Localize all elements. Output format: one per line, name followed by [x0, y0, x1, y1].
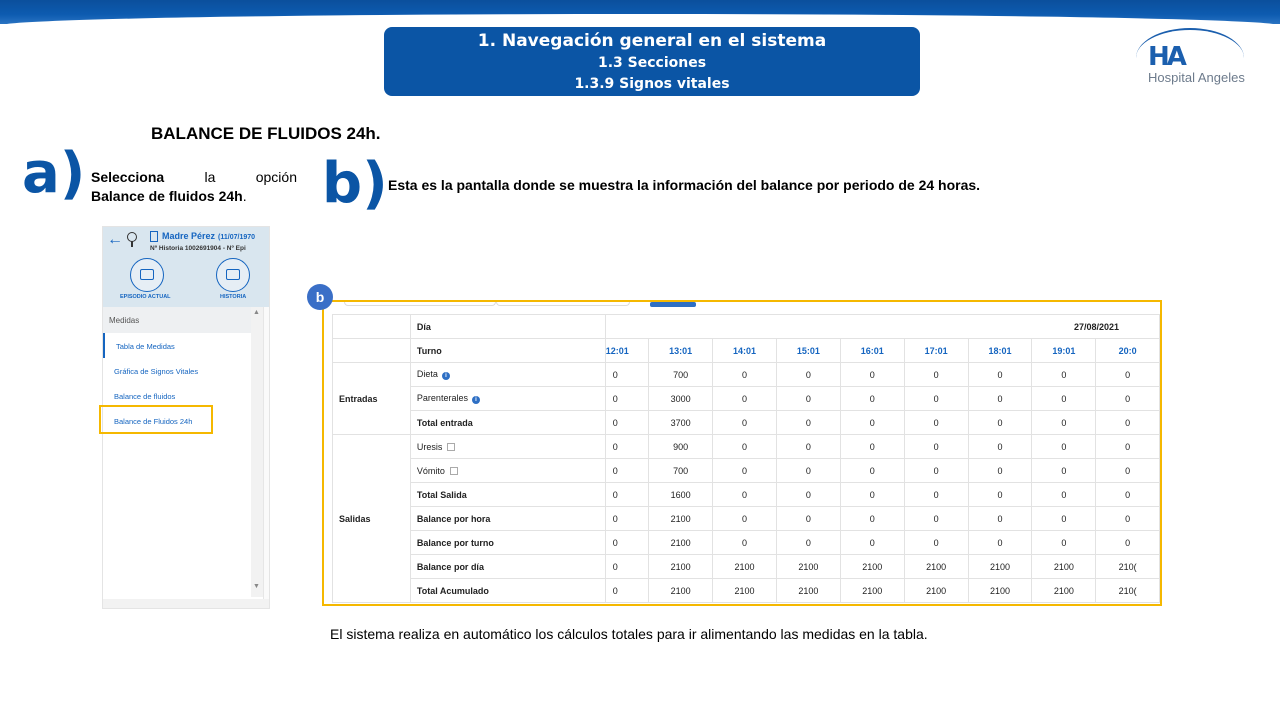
- value-cell: 2100: [968, 579, 1032, 603]
- table-row: [333, 435, 1160, 459]
- value-cell: 2100: [904, 555, 968, 579]
- table-row: [333, 387, 1160, 411]
- value-cell: 900: [649, 435, 713, 459]
- group-cell-empty: [333, 339, 411, 363]
- value-cell: 2100: [713, 555, 777, 579]
- value-cell: 0: [1096, 507, 1160, 531]
- value-cell: 2100: [713, 579, 777, 603]
- time-header: 14:01: [713, 339, 777, 363]
- footer-text: El sistema realiza en automático los cálculos totales para ir alimentando las medidas en la tabla.: [330, 626, 928, 642]
- value-cell: 0: [968, 363, 1032, 387]
- step-a-option: Balance de fluidos 24h: [91, 188, 243, 204]
- historia-button[interactable]: [216, 258, 250, 292]
- dia-label: Día: [410, 315, 605, 339]
- value-cell: 0: [968, 507, 1032, 531]
- medidas-menu: [103, 307, 251, 597]
- row-label: [410, 435, 605, 459]
- value-cell: 0: [713, 459, 777, 483]
- table-row: [333, 411, 1160, 435]
- value-cell: 0: [1032, 507, 1096, 531]
- value-cell: 0: [1032, 531, 1096, 555]
- hospital-logo: [1130, 26, 1250, 90]
- time-header: 16:01: [840, 339, 904, 363]
- table-row: [333, 507, 1160, 531]
- value-cell: 2100: [840, 579, 904, 603]
- value-cell: 0: [840, 483, 904, 507]
- row-label-text: Balance por hora: [416, 513, 491, 524]
- patient-dob: (11/07/1970: [218, 234, 256, 241]
- row-label: [410, 579, 605, 603]
- table-row: [333, 363, 1160, 387]
- tab-active-indicator: [650, 302, 696, 307]
- step-b-text: Esta es la pantalla donde se muestra la información del balance por periodo de 24 horas.: [388, 177, 981, 193]
- value-cell: 0: [1032, 387, 1096, 411]
- logo-name: Hospital Angeles: [1148, 70, 1245, 85]
- value-cell: 2100: [649, 531, 713, 555]
- patient-historia: Nº Historia 1002691904 - Nº Epi: [150, 245, 246, 252]
- value-cell: 0: [605, 483, 648, 507]
- time-header: 13:01: [649, 339, 713, 363]
- folder-icon: [226, 269, 240, 280]
- row-label: [410, 387, 605, 411]
- step-a-text: [91, 168, 297, 206]
- value-cell: 0: [904, 387, 968, 411]
- menu-item-balance-fluidos[interactable]: Balance de fluidos: [114, 392, 176, 401]
- value-cell: 1600: [649, 483, 713, 507]
- scroll-up-icon[interactable]: ▲: [253, 309, 260, 316]
- location-pin-icon[interactable]: [127, 232, 137, 242]
- logo-mark: HA: [1148, 42, 1184, 72]
- value-cell: 0: [904, 483, 968, 507]
- row-label: [410, 411, 605, 435]
- value-cell: 0: [776, 531, 840, 555]
- value-cell: 700: [649, 459, 713, 483]
- section-title: BALANCE DE FLUIDOS 24h.: [151, 124, 381, 143]
- time-header: 20:0: [1096, 339, 1160, 363]
- value-cell: 0: [968, 483, 1032, 507]
- value-cell: 0: [904, 411, 968, 435]
- value-cell: 2100: [776, 555, 840, 579]
- value-cell: 0: [713, 411, 777, 435]
- value-cell: 0: [713, 387, 777, 411]
- time-header: 15:01: [776, 339, 840, 363]
- row-label: [410, 555, 605, 579]
- group-cell-empty: [333, 315, 411, 339]
- tab-2[interactable]: [496, 302, 630, 306]
- value-cell: 0: [605, 555, 648, 579]
- menu-scrollbar[interactable]: [251, 307, 263, 597]
- row-label-text: Balance por turno: [416, 537, 494, 548]
- value-cell: 0: [713, 531, 777, 555]
- value-cell: 210(: [1096, 579, 1160, 603]
- value-cell: 0: [776, 507, 840, 531]
- value-cell: 0: [1032, 411, 1096, 435]
- table-row: [333, 579, 1160, 603]
- value-cell: 2100: [649, 555, 713, 579]
- header-box: [384, 27, 920, 96]
- row-label-text: Uresis: [416, 441, 443, 452]
- content-strip: [263, 307, 270, 607]
- row-label: [410, 483, 605, 507]
- turno-label: Turno: [410, 339, 605, 363]
- value-cell: 0: [840, 531, 904, 555]
- row-label-text: Balance por día: [416, 561, 484, 572]
- value-cell: 0: [904, 459, 968, 483]
- step-b-letter: b): [322, 151, 388, 216]
- value-cell: 0: [776, 435, 840, 459]
- value-cell: 0: [1096, 387, 1160, 411]
- step-a-letter: a): [22, 141, 86, 206]
- value-cell: 0: [776, 363, 840, 387]
- value-cell: 3700: [649, 411, 713, 435]
- time-header: 17:01: [904, 339, 968, 363]
- menu-item-tabla-medidas[interactable]: Tabla de Medidas: [103, 333, 251, 358]
- row-label: [410, 363, 605, 387]
- value-cell: 0: [605, 411, 648, 435]
- value-cell: 0: [776, 387, 840, 411]
- top-band: [0, 0, 1280, 24]
- value-cell: 0: [1032, 459, 1096, 483]
- value-cell: 0: [776, 411, 840, 435]
- balance-table: [332, 314, 1160, 603]
- table-row: [333, 555, 1160, 579]
- step-a-word-2: la: [204, 169, 216, 185]
- patient-name-text: Madre Pérez: [162, 231, 216, 241]
- table-row: [333, 459, 1160, 483]
- menu-item-balance-fluidos-24h[interactable]: Balance de Fluidos 24h: [114, 417, 193, 426]
- group-entradas: Entradas: [333, 363, 411, 435]
- value-cell: 2100: [904, 579, 968, 603]
- value-cell: 0: [904, 363, 968, 387]
- value-cell: 0: [840, 363, 904, 387]
- episode-icon: [140, 269, 154, 280]
- row-label-text: Total entrada: [416, 417, 473, 428]
- value-cell: 0: [776, 459, 840, 483]
- patient-name: [162, 231, 255, 241]
- tabs-peek: [324, 302, 1162, 314]
- step-a-end: .: [242, 188, 247, 204]
- value-cell: 0: [968, 531, 1032, 555]
- value-cell: 0: [904, 531, 968, 555]
- back-arrow-icon[interactable]: ←: [107, 231, 123, 248]
- value-cell: 0: [1096, 435, 1160, 459]
- step-a-word-1: Selecciona: [91, 169, 165, 185]
- value-cell: 2100: [1032, 555, 1096, 579]
- step-a-word-3: opción: [255, 169, 297, 185]
- value-cell: 0: [840, 411, 904, 435]
- value-cell: 0: [1096, 531, 1160, 555]
- time-header: 12:01: [605, 339, 648, 363]
- edit-icon[interactable]: [447, 443, 455, 451]
- row-label: [410, 459, 605, 483]
- value-cell: 0: [1096, 459, 1160, 483]
- value-cell: 0: [713, 435, 777, 459]
- historia-label: HISTORIA: [220, 294, 247, 300]
- value-cell: 0: [605, 435, 648, 459]
- value-cell: 0: [968, 459, 1032, 483]
- header-subtitle-1: 1.3 Secciones: [597, 55, 707, 71]
- info-icon[interactable]: i: [442, 372, 450, 380]
- document-icon: [150, 231, 158, 242]
- value-cell: 2100: [840, 555, 904, 579]
- badge-b: b: [307, 284, 333, 310]
- value-cell: 0: [1032, 435, 1096, 459]
- value-cell: 3000: [649, 387, 713, 411]
- value-cell: 0: [968, 435, 1032, 459]
- row-label-text: Total Salida: [416, 489, 467, 500]
- date-header: 27/08/2021: [605, 315, 1159, 339]
- value-cell: 0: [1096, 363, 1160, 387]
- value-cell: 0: [605, 387, 648, 411]
- value-cell: 0: [968, 411, 1032, 435]
- time-header: 19:01: [1032, 339, 1096, 363]
- time-header: 18:01: [968, 339, 1032, 363]
- edit-icon[interactable]: [450, 467, 458, 475]
- row-label-text: Vómito: [416, 465, 445, 476]
- value-cell: 2100: [1032, 579, 1096, 603]
- patient-bar: [103, 227, 270, 307]
- value-cell: 0: [904, 507, 968, 531]
- table-row: [333, 483, 1160, 507]
- value-cell: 0: [605, 459, 648, 483]
- scroll-down-icon[interactable]: ▼: [253, 583, 260, 590]
- value-cell: 0: [605, 363, 648, 387]
- value-cell: 0: [1096, 411, 1160, 435]
- value-cell: 0: [713, 507, 777, 531]
- episodio-actual-button[interactable]: [130, 258, 164, 292]
- value-cell: 0: [840, 507, 904, 531]
- episodio-actual-label: EPISODIO ACTUAL: [120, 294, 171, 300]
- value-cell: 0: [713, 363, 777, 387]
- value-cell: 0: [1032, 483, 1096, 507]
- value-cell: 0: [605, 507, 648, 531]
- value-cell: 2100: [776, 579, 840, 603]
- header-title: 1. Navegación general en el sistema: [477, 31, 827, 51]
- header-subtitle-2: 1.3.9 Signos vitales: [574, 76, 730, 92]
- value-cell: 2100: [649, 507, 713, 531]
- info-icon[interactable]: i: [472, 396, 480, 404]
- balance-table-screenshot: [322, 300, 1162, 606]
- value-cell: 700: [649, 363, 713, 387]
- value-cell: 0: [904, 435, 968, 459]
- value-cell: 210(: [1096, 555, 1160, 579]
- row-label: [410, 507, 605, 531]
- value-cell: 0: [776, 483, 840, 507]
- row-label: [410, 531, 605, 555]
- horizontal-scrollbar[interactable]: [103, 599, 270, 608]
- menu-item-grafica-signos[interactable]: Gráfica de Signos Vitales: [114, 367, 199, 376]
- value-cell: 0: [840, 435, 904, 459]
- tab-1[interactable]: [344, 302, 496, 306]
- value-cell: 0: [713, 483, 777, 507]
- menu-header: Medidas: [103, 307, 251, 333]
- value-cell: 0: [1032, 363, 1096, 387]
- value-cell: 2100: [968, 555, 1032, 579]
- row-label-text: Parenterales: [416, 393, 468, 403]
- highlight-box-a: [99, 405, 213, 434]
- value-cell: 0: [968, 387, 1032, 411]
- value-cell: 0: [840, 459, 904, 483]
- value-cell: 2100: [649, 579, 713, 603]
- value-cell: 0: [605, 579, 648, 603]
- table-row: [333, 531, 1160, 555]
- value-cell: 0: [605, 531, 648, 555]
- table-row-turno: [333, 339, 1160, 363]
- value-cell: 0: [840, 387, 904, 411]
- row-label-text: Dieta: [416, 369, 438, 379]
- table-row-dia: [333, 315, 1160, 339]
- value-cell: 0: [1096, 483, 1160, 507]
- group-salidas: Salidas: [333, 435, 411, 603]
- row-label-text: Total Acumulado: [416, 585, 489, 596]
